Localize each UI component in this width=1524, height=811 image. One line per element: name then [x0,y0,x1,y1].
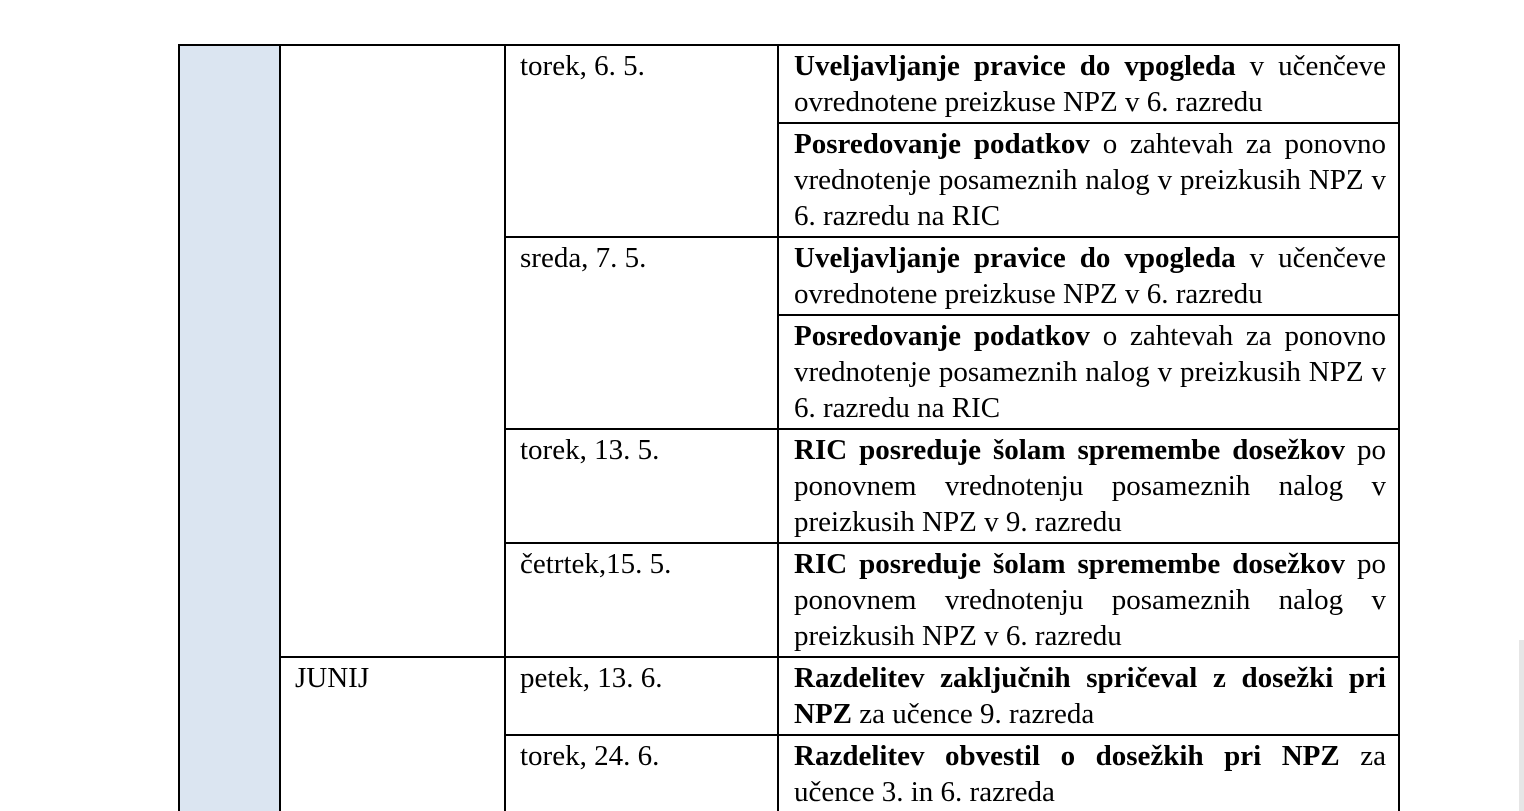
event-cell [778,315,1399,429]
event-cell [778,45,1399,123]
event-bold: RIC posreduje šolam spremembe dosežkov [794,548,1346,580]
npz-schedule-table [178,44,1400,811]
event-text: po ponovnem vrednotenju posameznih nalog v preizkusih NPZ v 9. razredu [794,434,1387,538]
month-cell [280,45,505,657]
event-bold: Uveljavljanje pravice do vpogleda [794,242,1236,274]
event-text: v učenčeve ovrednotene preizkuse NPZ v 6. razredu [794,242,1387,310]
date-cell: sreda, 7. 5. [505,237,778,429]
event-text: za učence 9. razreda [852,698,1095,730]
event-cell [778,543,1399,657]
event-bold: Uveljavljanje pravice do vpogleda [794,50,1236,82]
event-cell [778,123,1399,237]
date-cell: petek, 13. 6. [505,657,778,735]
event-bold: Razdelitev zaključnih spričeval z dosežki pri NPZ [794,662,1386,730]
event-cell [778,735,1399,811]
event-text: za učence 3. in 6. razreda [794,740,1386,808]
event-bold: Posredovanje podatkov [794,320,1090,352]
event-text: o zahtevah za ponovno vrednotenje posameznih nalog v preizkusih NPZ v 6. razredu na RIC [794,128,1386,232]
table-row [179,657,1399,735]
page-edge-strip [1519,640,1524,811]
event-bold: RIC posreduje šolam spremembe dosežkov [794,434,1346,466]
event-cell [778,429,1399,543]
date-cell: torek, 6. 5. [505,45,778,237]
date-cell: torek, 24. 6. [505,735,778,811]
event-cell [778,237,1399,315]
shaded-column [179,45,280,811]
event-text: v učenčeve ovrednotene preizkuse NPZ v 6. razredu [794,50,1387,118]
event-text: o zahtevah za ponovno vrednotenje posameznih nalog v preizkusih NPZ v 6. razredu na RIC [794,320,1386,424]
month-cell: JUNIJ [280,657,505,811]
event-text: po ponovnem vrednotenju posameznih nalog v preizkusih NPZ v 6. razredu [794,548,1387,652]
date-cell: torek, 13. 5. [505,429,778,543]
event-bold: Razdelitev obvestil o dosežkih pri NPZ [794,740,1340,772]
event-cell [778,657,1399,735]
date-cell: četrtek,15. 5. [505,543,778,657]
table-row [179,45,1399,123]
event-bold: Posredovanje podatkov [794,128,1090,160]
